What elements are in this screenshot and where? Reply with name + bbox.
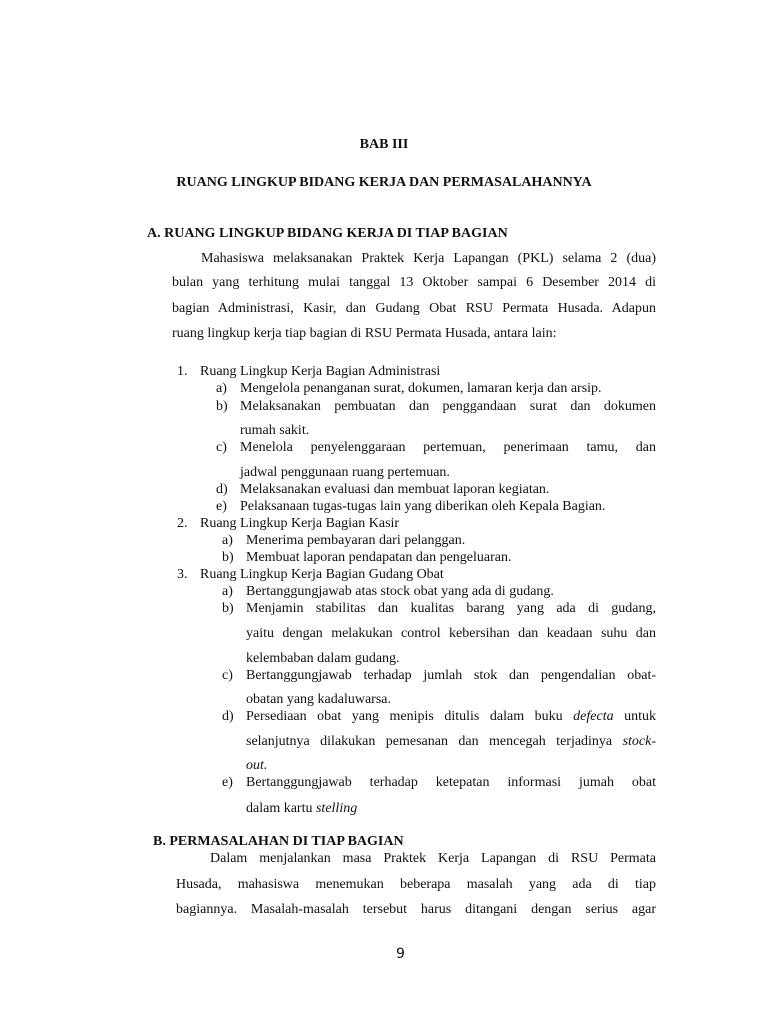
list-title: Ruang Lingkup Kerja Bagian Administrasi <box>200 364 441 379</box>
list-item: Menjamin stabilitas dan kualitas barang yang ada di gudang, <box>246 601 656 616</box>
item-label: b) <box>222 601 234 616</box>
section-a-heading: A. RUANG LINGKUP BIDANG KERJA DI TIAP BAGIAN <box>147 226 508 241</box>
list-item: Bertanggungjawab terhadap jumlah stok dan pengendalian obat- <box>246 668 656 683</box>
list-item: Menelola penyelenggaraan pertemuan, penerimaan tamu, dan <box>240 440 656 455</box>
list-item: Persediaan obat yang menipis ditulis dalam buku defecta untuk <box>246 709 656 724</box>
list-title: Ruang Lingkup Kerja Bagian Gudang Obat <box>200 567 444 582</box>
item-label: b) <box>222 550 234 565</box>
list-item-cont: jadwal penggunaan ruang pertemuan. <box>240 465 450 480</box>
item-label: e) <box>222 775 233 790</box>
list-item: Melaksanakan evaluasi dan membuat laporan kegiatan. <box>240 482 550 497</box>
section-a-line: bulan yang terhitung mulai tanggal 13 Oktober sampai 6 Desember 2014 di <box>172 275 656 290</box>
item-label: b) <box>216 399 228 414</box>
list-item-cont: dalam kartu stelling <box>246 801 358 816</box>
list-item: Pelaksanaan tugas-tugas lain yang diberikan oleh Kepala Bagian. <box>240 499 606 514</box>
page-title: RUANG LINGKUP BIDANG KERJA DAN PERMASALAHANNYA <box>176 175 592 190</box>
list-item-cont: selanjutnya dilakukan pemesanan dan mencegah terjadinya stock- <box>246 734 656 749</box>
chapter-title: BAB III <box>359 137 409 152</box>
item-label: a) <box>216 381 227 396</box>
section-b-line: Husada, mahasiswa menemukan beberapa masalah yang ada di tiap <box>176 877 656 892</box>
list-item-cont: obatan yang kadaluwarsa. <box>246 692 391 707</box>
item-label: a) <box>222 533 233 548</box>
section-b-line: Dalam menjalankan masa Praktek Kerja Lapangan di RSU Permata <box>210 851 656 866</box>
list-title: Ruang Lingkup Kerja Bagian Kasir <box>200 516 400 531</box>
list-item-cont: yaitu dengan melakukan control kebersihan dan keadaan suhu dan <box>246 626 656 641</box>
section-b-line: bagiannya. Masalah-masalah tersebut harus ditangani dengan serius agar <box>176 902 656 917</box>
list-number: 3. <box>177 567 188 582</box>
item-label: e) <box>216 499 227 514</box>
section-a-line: Mahasiswa melaksanakan Praktek Kerja Lapangan (PKL) selama 2 (dua) <box>201 251 656 266</box>
section-a-line: ruang lingkup kerja tiap bagian di RSU Permata Husada, antara lain: <box>172 326 557 341</box>
list-item: Membuat laporan pendapatan dan pengeluaran. <box>246 550 512 565</box>
page-number: 9 <box>396 946 405 962</box>
item-label: c) <box>216 440 227 455</box>
list-item: Bertanggungjawab terhadap ketepatan informasi jumah obat <box>246 775 656 790</box>
list-item: Mengelola penanganan surat, dokumen, lamaran kerja dan arsip. <box>240 381 602 396</box>
item-label: a) <box>222 584 233 599</box>
list-item-cont: out. <box>246 758 268 773</box>
section-b-heading: B. PERMASALAHAN DI TIAP BAGIAN <box>153 834 404 849</box>
list-number: 2. <box>177 516 188 531</box>
item-label: c) <box>222 668 233 683</box>
section-a-line: bagian Administrasi, Kasir, dan Gudang Obat RSU Permata Husada. Adapun <box>172 301 656 316</box>
list-number: 1. <box>177 364 188 379</box>
list-item-cont: rumah sakit. <box>240 423 310 438</box>
list-item: Menerima pembayaran dari pelanggan. <box>246 533 466 548</box>
item-label: d) <box>216 482 228 497</box>
list-item: Melaksanakan pembuatan dan penggandaan surat dan dokumen <box>240 399 656 414</box>
list-item-cont: kelembaban dalam gudang. <box>246 651 400 666</box>
item-label: d) <box>222 709 234 724</box>
list-item: Bertanggungjawab atas stock obat yang ada di gudang. <box>246 584 554 599</box>
